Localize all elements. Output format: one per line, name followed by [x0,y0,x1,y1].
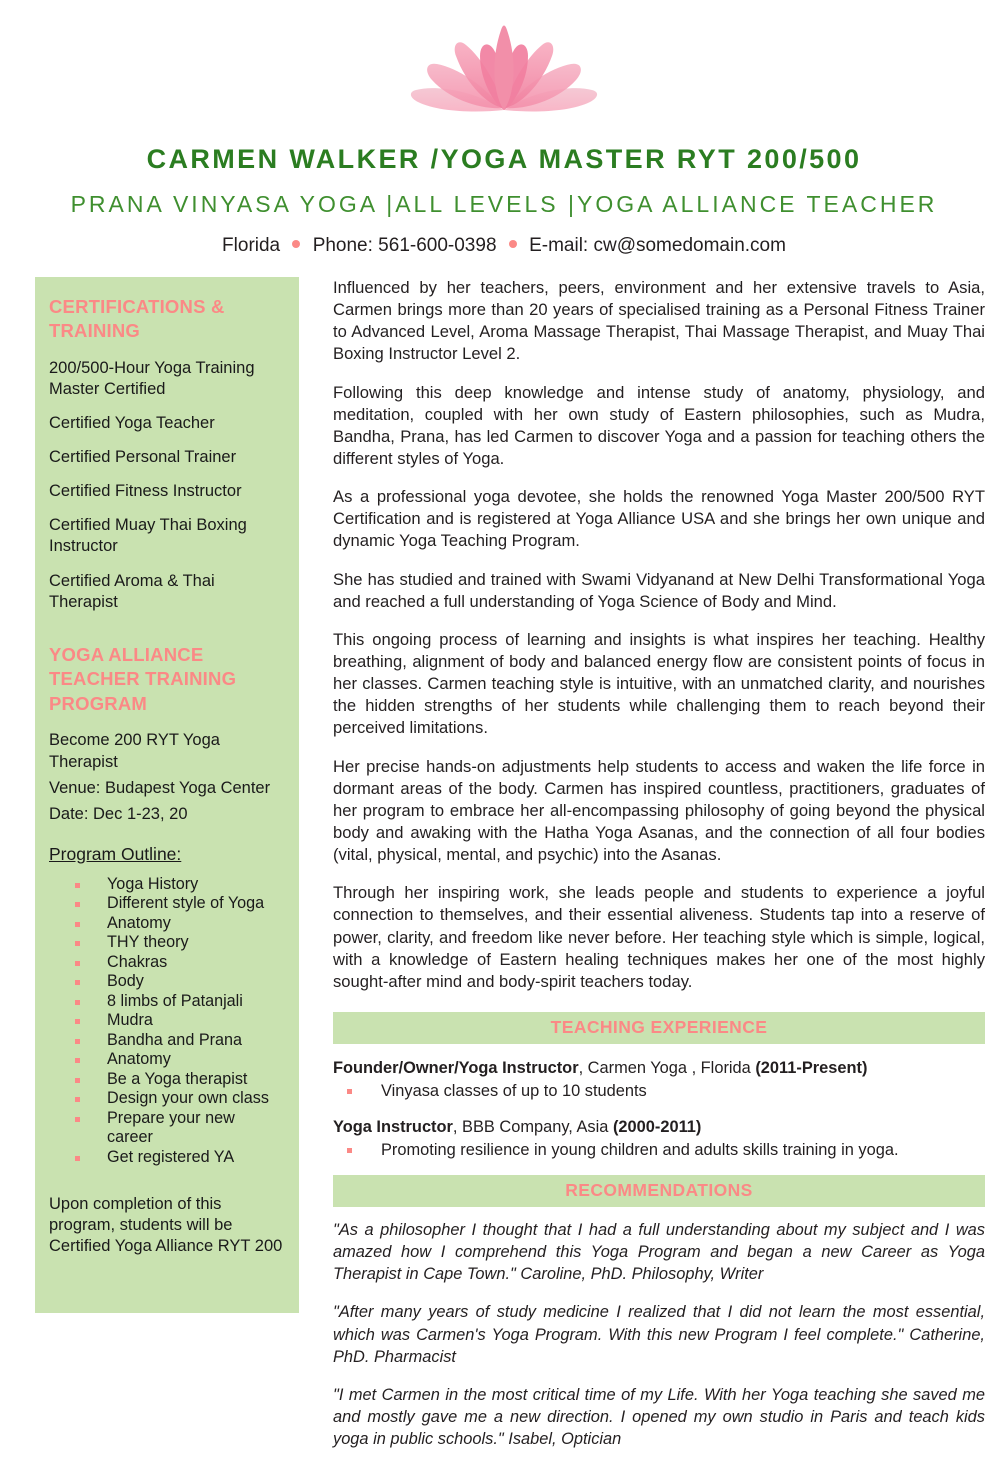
certification-item: 200/500-Hour Yoga Training Master Certified [49,358,255,398]
list-item: Anatomy [75,914,283,934]
list-item: Chakras [75,953,283,973]
bio-paragraph: Through her inspiring work, she leads people and students to experience a joyful connection to themselves, and their essential aliveness. Students tap into a reserve of power, clarity, and freedom like never before. Her teaching style which is simple, logical, with a knowledge of Eastern healing techniques makes her one of the most highly sought-after mind and body-spirit teachers today. [333,883,985,991]
list-item: 8 limbs of Patanjali [75,992,283,1012]
list-item: Prepare your new career [75,1109,283,1148]
bio-paragraph: This ongoing process of learning and insights is what inspires her teaching. Healthy breathing, alignment of body and balanced energy flow are consistent points of focus in her classes. Carmen teaching style is intuitive, with an unmatched clarity, and nourishes the hidden strengths of her students while challenging them to reach beyond their perceived limitations. [333,629,985,738]
program-outline-list [49,875,283,1168]
bio-paragraph: As a professional yoga devotee, she holds the renowned Yoga Master 200/500 RYT Certification and is registered at Yoga Alliance USA and she brings her own unique and dynamic Yoga Teaching Program. [333,487,985,551]
bio-paragraph: Following this deep knowledge and intense study of anatomy, physiology, and meditation, coupled with her own study of Eastern philosophies, such as Mudra, Bandha, Prana, has led Carmen to discover Yoga and a passion for teaching others the different styles of Yoga. [333,382,985,468]
contact-line [0,235,1008,257]
bio-paragraph: Influenced by her teachers, peers, environment and her extensive travels to Asia, Carmen brings more than 20 years of specialised training as a Personal Fitness Trainer to Advanced Level, Aroma Massage Therapist, Thai Massage Therapist, and Muay Thai Boxing Instructor Level 2. [333,278,985,364]
certification-item: Certified Muay Thai Boxing Instructor [49,516,247,556]
list-item: Bandha and Prana [75,1031,283,1051]
list-item: Design your own class [75,1089,283,1109]
dot-separator-icon [292,240,300,248]
program-heading: YOGA ALLIANCE TEACHER TRAINING PROGRAM [49,643,237,714]
program-date: Date: Dec 1-23, 20 [49,804,188,823]
sidebar [35,277,299,1313]
list-item: Get registered YA [75,1148,283,1168]
list-item: Yoga History [75,875,283,895]
bio-paragraph: She has studied and trained with Swami Vidyanand at New Delhi Transformational Yoga and reached a full understanding of Yoga Science of Body and Mind. [333,569,985,611]
teaching-experience-heading: TEACHING EXPERIENCE [333,1012,985,1044]
certification-item: Certified Personal Trainer [49,448,237,467]
page-title: CARMEN WALKER /YOGA MASTER RYT 200/500 [146,144,862,174]
list-item: Body [75,972,283,992]
program-completion-note: Upon completion of this program, students will be Certified Yoga Alliance RYT 200 [49,1194,283,1256]
recommendation-quote: "I met Carmen in the most critical time of my Life. With her Yoga teaching she saved me and mostly gave me a new direction. I opened my own studio in Paris and teach kids yoga in public schools." Isabel, Optician [333,1385,985,1448]
list-item: Be a Yoga therapist [75,1070,283,1090]
list-item: THY theory [75,933,283,953]
job-period: (2011-Present) [755,1058,868,1077]
main-content [333,277,985,1466]
job-entry-header [333,1117,985,1138]
logo-container [0,14,1008,124]
page-subtitle: PRANA VINYASA YOGA |ALL LEVELS |YOGA ALLIANCE TEACHER [70,191,938,217]
certification-item: Certified Fitness Instructor [49,482,242,501]
job-period: (2000-2011) [612,1117,702,1136]
program-goal: Become 200 RYT Yoga Therapist [49,731,220,771]
job-entry-header [333,1058,985,1079]
list-item: Different style of Yoga [75,894,283,914]
program-venue: Venue: Budapest Yoga Center [49,778,271,797]
program-outline-label: Program Outline: [49,843,182,864]
lotus-flower-icon [404,14,604,124]
list-item: Vinyasa classes of up to 10 students [347,1081,985,1102]
recommendations-heading: RECOMMENDATIONS [333,1175,985,1207]
job-bullet-list [333,1140,985,1161]
job-company: , Carmen Yoga , Florida [578,1058,756,1077]
contact-email[interactable]: E-mail: cw@somedomain.com [529,235,786,256]
job-role: Yoga Instructor [333,1117,453,1136]
certifications-heading: CERTIFICATIONS & TRAINING [49,296,225,342]
resume-header [0,0,1008,257]
contact-location: Florida [222,235,281,256]
list-item: Anatomy [75,1050,283,1070]
job-role: Founder/Owner/Yoga Instructor [333,1058,579,1077]
certification-item: Certified Aroma & Thai Therapist [49,571,215,611]
recommendation-quote: "As a philosopher I thought that I had a full understanding about my subject and I was amazed how I comprehend this Yoga Program and began a new Career as Yoga Therapist in Cape Town." Caroline, PhD. Philosophy, Writer [333,1221,985,1284]
list-item: Promoting resilience in young children and adults skills training in yoga. [347,1140,985,1161]
certification-item: Certified Yoga Teacher [49,414,215,433]
contact-phone[interactable]: Phone: 561-600-0398 [312,235,497,256]
job-bullet-list [333,1081,985,1102]
bio-paragraph: Her precise hands-on adjustments help students to access and waken the life force in dormant areas of the body. Carmen has inspired countless, practitioners, graduates of her program to embrace her all-encompassing philosophy of going beyond the physical body and awaking with the Hatha Yoga Asanas, and the connection of all four bodies (vital, physical, mental, and psychic) into the Asanas. [333,756,985,865]
job-company: , BBB Company, Asia [452,1117,613,1136]
recommendation-quote: "After many years of study medicine I realized that I did not learn the most essential, which was Carmen's Yoga Program. With this new Program I feel complete." Catherine, PhD. Pharmacist [333,1303,985,1366]
dot-separator-icon [509,240,517,248]
list-item: Mudra [75,1011,283,1031]
